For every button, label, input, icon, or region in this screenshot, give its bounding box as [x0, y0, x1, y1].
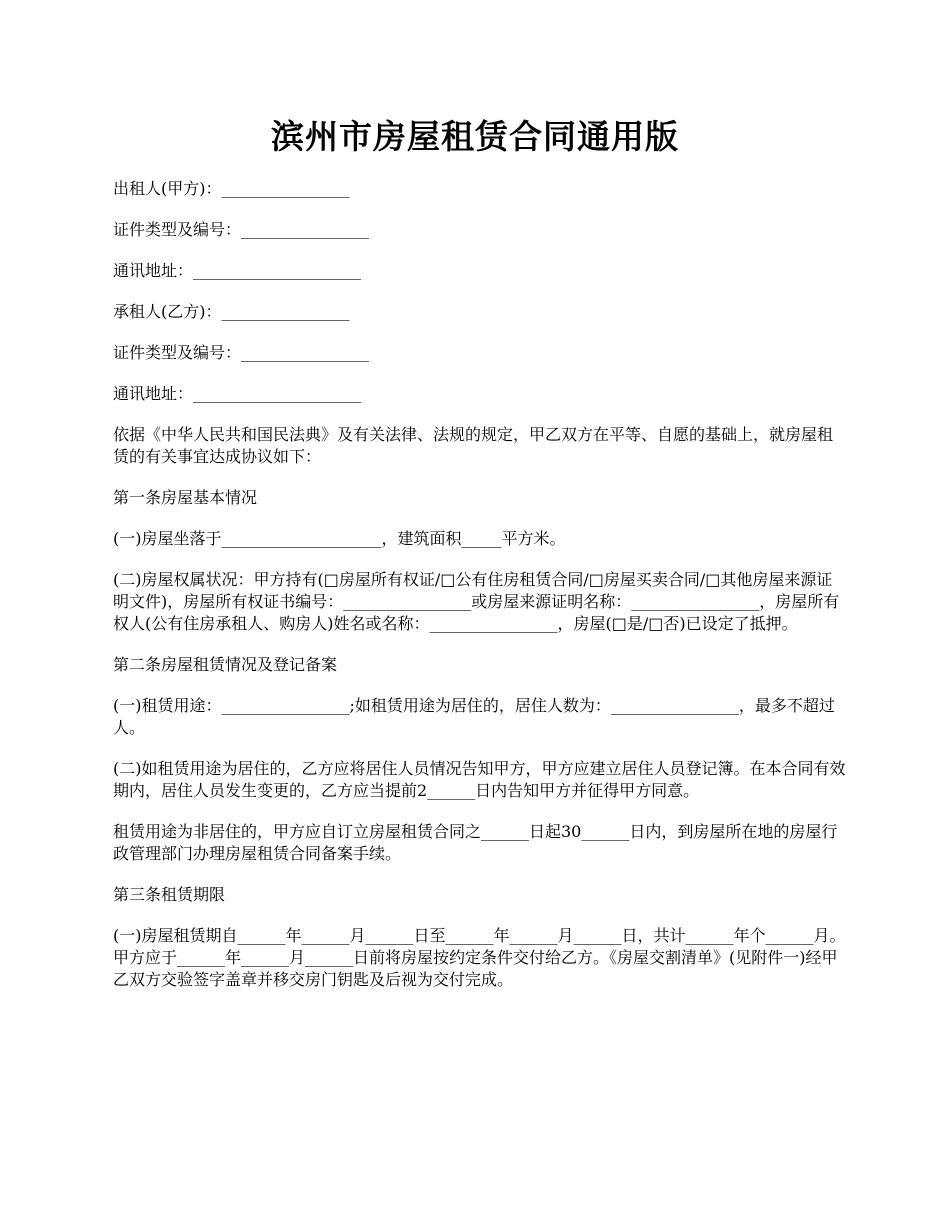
article-3-heading: 第三条租赁期限 [113, 885, 226, 904]
article-2-clause-3: 租赁用途为非居住的，甲方应自订立房屋租赁合同之______日起30______日内，到房屋所在地的房屋行政管理部门办理房屋租赁合同备案手续。 [113, 822, 838, 863]
lessor-id-field: 证件类型及编号：________________ [113, 220, 370, 239]
article-1-clause-2: (二)房屋权属状况：甲方持有(□房屋所有权证/□公有住房租赁合同/□房屋买卖合同/□其他房屋来源证明文件)，房屋所有权证书编号：________________或房屋来源证明名称：________________，房屋所有权人(公有住房承租人、购房人)姓名或名称：________________，房屋(□是/□否)已设定了抵押。 [113, 570, 840, 633]
article-3-clause-1: (一)房屋租赁期自______年______月______日至______年______月______日，共计______年个______月。甲方应于______年______月______日前将房屋按约定条件交付给乙方。《房屋交割清单》(见附件一)经甲乙双方交验签字盖章并移交房门钥匙及后视为交付完成。 [113, 926, 846, 989]
lessee-address-field: 通讯地址：_____________________ [113, 384, 362, 403]
article-2-clause-1: (一)租赁用途：________________;如租赁用途为居住的，居住人数为：________________，最多不超过人。 [113, 696, 835, 737]
article-2-heading: 第二条房屋租赁情况及登记备案 [113, 655, 338, 674]
document-body [113, 178, 848, 1010]
preamble-paragraph: 依据《中华人民共和国民法典》及有关法律、法规的规定，甲乙双方在平等、自愿的基础上，就房屋租赁的有关事宜达成协议如下： [113, 425, 834, 466]
lessee-id-field: 证件类型及编号：________________ [113, 343, 370, 362]
article-1-clause-1: (一)房屋坐落于____________________，建筑面积_____平方米。 [113, 529, 566, 548]
article-1-heading: 第一条房屋基本情况 [113, 488, 258, 507]
lessee-field: 承租人(乙方)：________________ [113, 302, 350, 321]
lessor-address-field: 通讯地址：_____________________ [113, 261, 362, 280]
lessor-field: 出租人(甲方)：________________ [113, 179, 350, 198]
document-title: 滨州市房屋租赁合同通用版 [271, 117, 679, 156]
article-2-clause-2: (二)如租赁用途为居住的，乙方应将居住人员情况告知甲方，甲方应建立居住人员登记簿。在本合同有效期内，居住人员发生变更的，乙方应当提前2______日内告知甲方并征得甲方同意。 [113, 759, 846, 800]
